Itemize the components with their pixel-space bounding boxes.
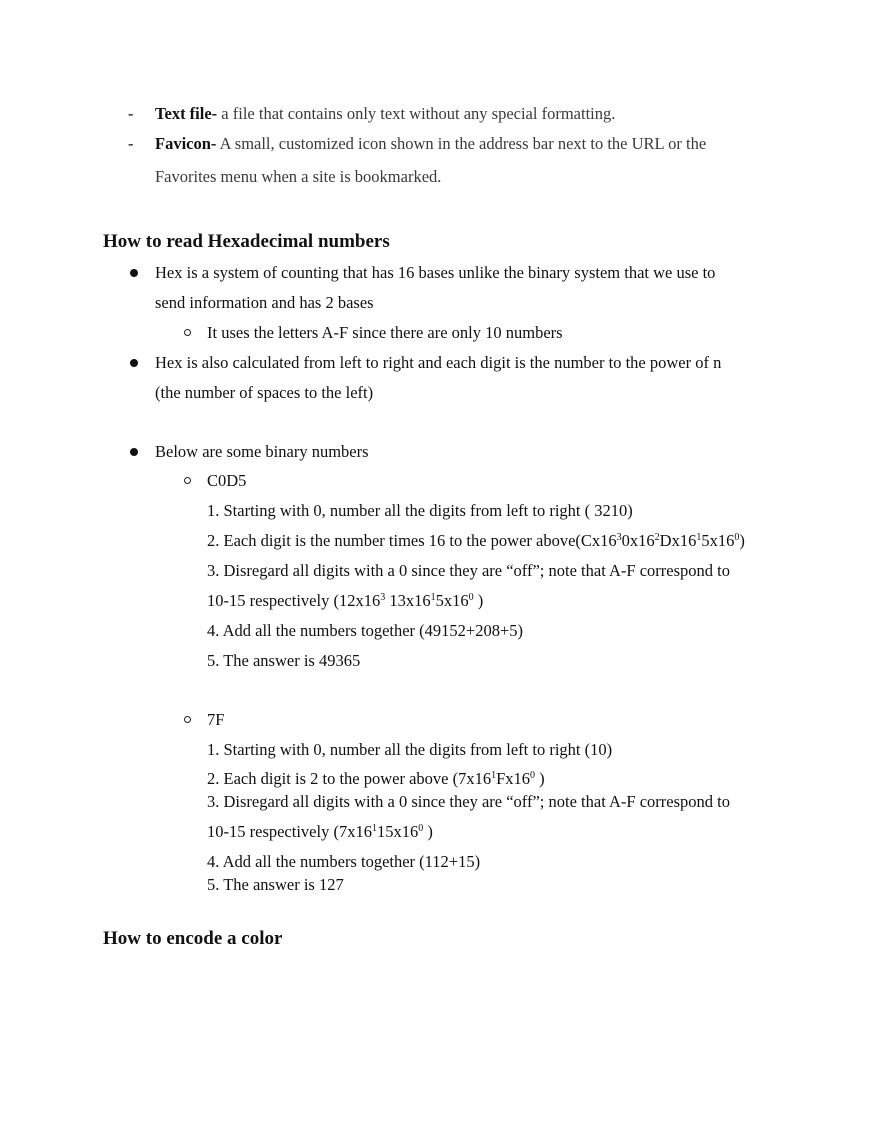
c0d5-step-5: 5. The answer is 49365: [207, 651, 361, 670]
bullet-marker: [130, 448, 138, 456]
7f-step-4: 4. Add all the numbers together (112+15): [207, 852, 481, 871]
bullet-3: Below are some binary numbers: [155, 442, 369, 461]
7f-step-3-line-2: 10-15 respectively ($7x16^115x16^0$ ): [207, 822, 433, 841]
c0d5-step-1: 1. Starting with 0, number all the digits from left to right ( 3210): [207, 501, 633, 520]
def-term: Text file-: [155, 104, 218, 123]
7f-step-3-line-1: 3. Disregard all digits with a 0 since they are “off”; note that A-F correspond to: [207, 792, 730, 811]
sub-bullet-marker: [184, 329, 191, 336]
example-c0d5-label: C0D5: [207, 471, 247, 490]
def-text-file: [155, 104, 615, 124]
c0d5-step-3-line-2: 10-15 respectively ($12x16^3$ $13x16^15x16^0$ ): [207, 591, 484, 610]
def-term: Favicon-: [155, 134, 217, 153]
c0d5-step-3-line-1: 3. Disregard all digits with a 0 since they are “off”; note that A-F correspond to: [207, 561, 730, 580]
section-heading-color: How to encode a color: [103, 928, 283, 949]
section-heading-hex: How to read Hexadecimal numbers: [103, 231, 390, 252]
bullet-marker: [130, 269, 138, 277]
bullet-2-line-1: Hex is also calculated from left to right and each digit is the number to the power of n: [155, 353, 722, 372]
dash-marker: -: [128, 134, 134, 153]
def-favicon-cont: Favorites menu when a site is bookmarked.: [155, 167, 442, 186]
7f-step-1: 1. Starting with 0, number all the digits from left to right (10): [207, 740, 613, 759]
bullet-marker: [130, 359, 138, 367]
def-desc: a file that contains only text without any special formatting.: [217, 104, 616, 123]
c0d5-step-4: 4. Add all the numbers together (49152+208+5): [207, 621, 524, 640]
sub-bullet-marker: [184, 716, 191, 723]
bullet-1-line-1: Hex is a system of counting that has 16 bases unlike the binary system that we use to: [155, 263, 716, 282]
def-desc: A small, customized icon shown in the address bar next to the URL or the: [216, 134, 707, 153]
sub-bullet-letters: It uses the letters A-F since there are only 10 numbers: [207, 323, 563, 342]
bullet-2-line-2: (the number of spaces to the left): [155, 383, 374, 402]
example-7f-label: 7F: [207, 710, 225, 729]
def-favicon: [155, 134, 706, 154]
7f-step-2: 2. Each digit is 2 to the power above ($7x16^1Fx16^0$ ): [207, 769, 545, 788]
bullet-1-line-2: send information and has 2 bases: [155, 293, 374, 312]
c0d5-step-2: 2. Each digit is the number times 16 to the power $above(Cx16^30x16^2Dx16^15x16^0)$: [207, 531, 745, 550]
dash-marker: -: [128, 104, 134, 123]
7f-step-5: 5. The answer is 127: [207, 875, 344, 894]
sub-bullet-marker: [184, 477, 191, 484]
